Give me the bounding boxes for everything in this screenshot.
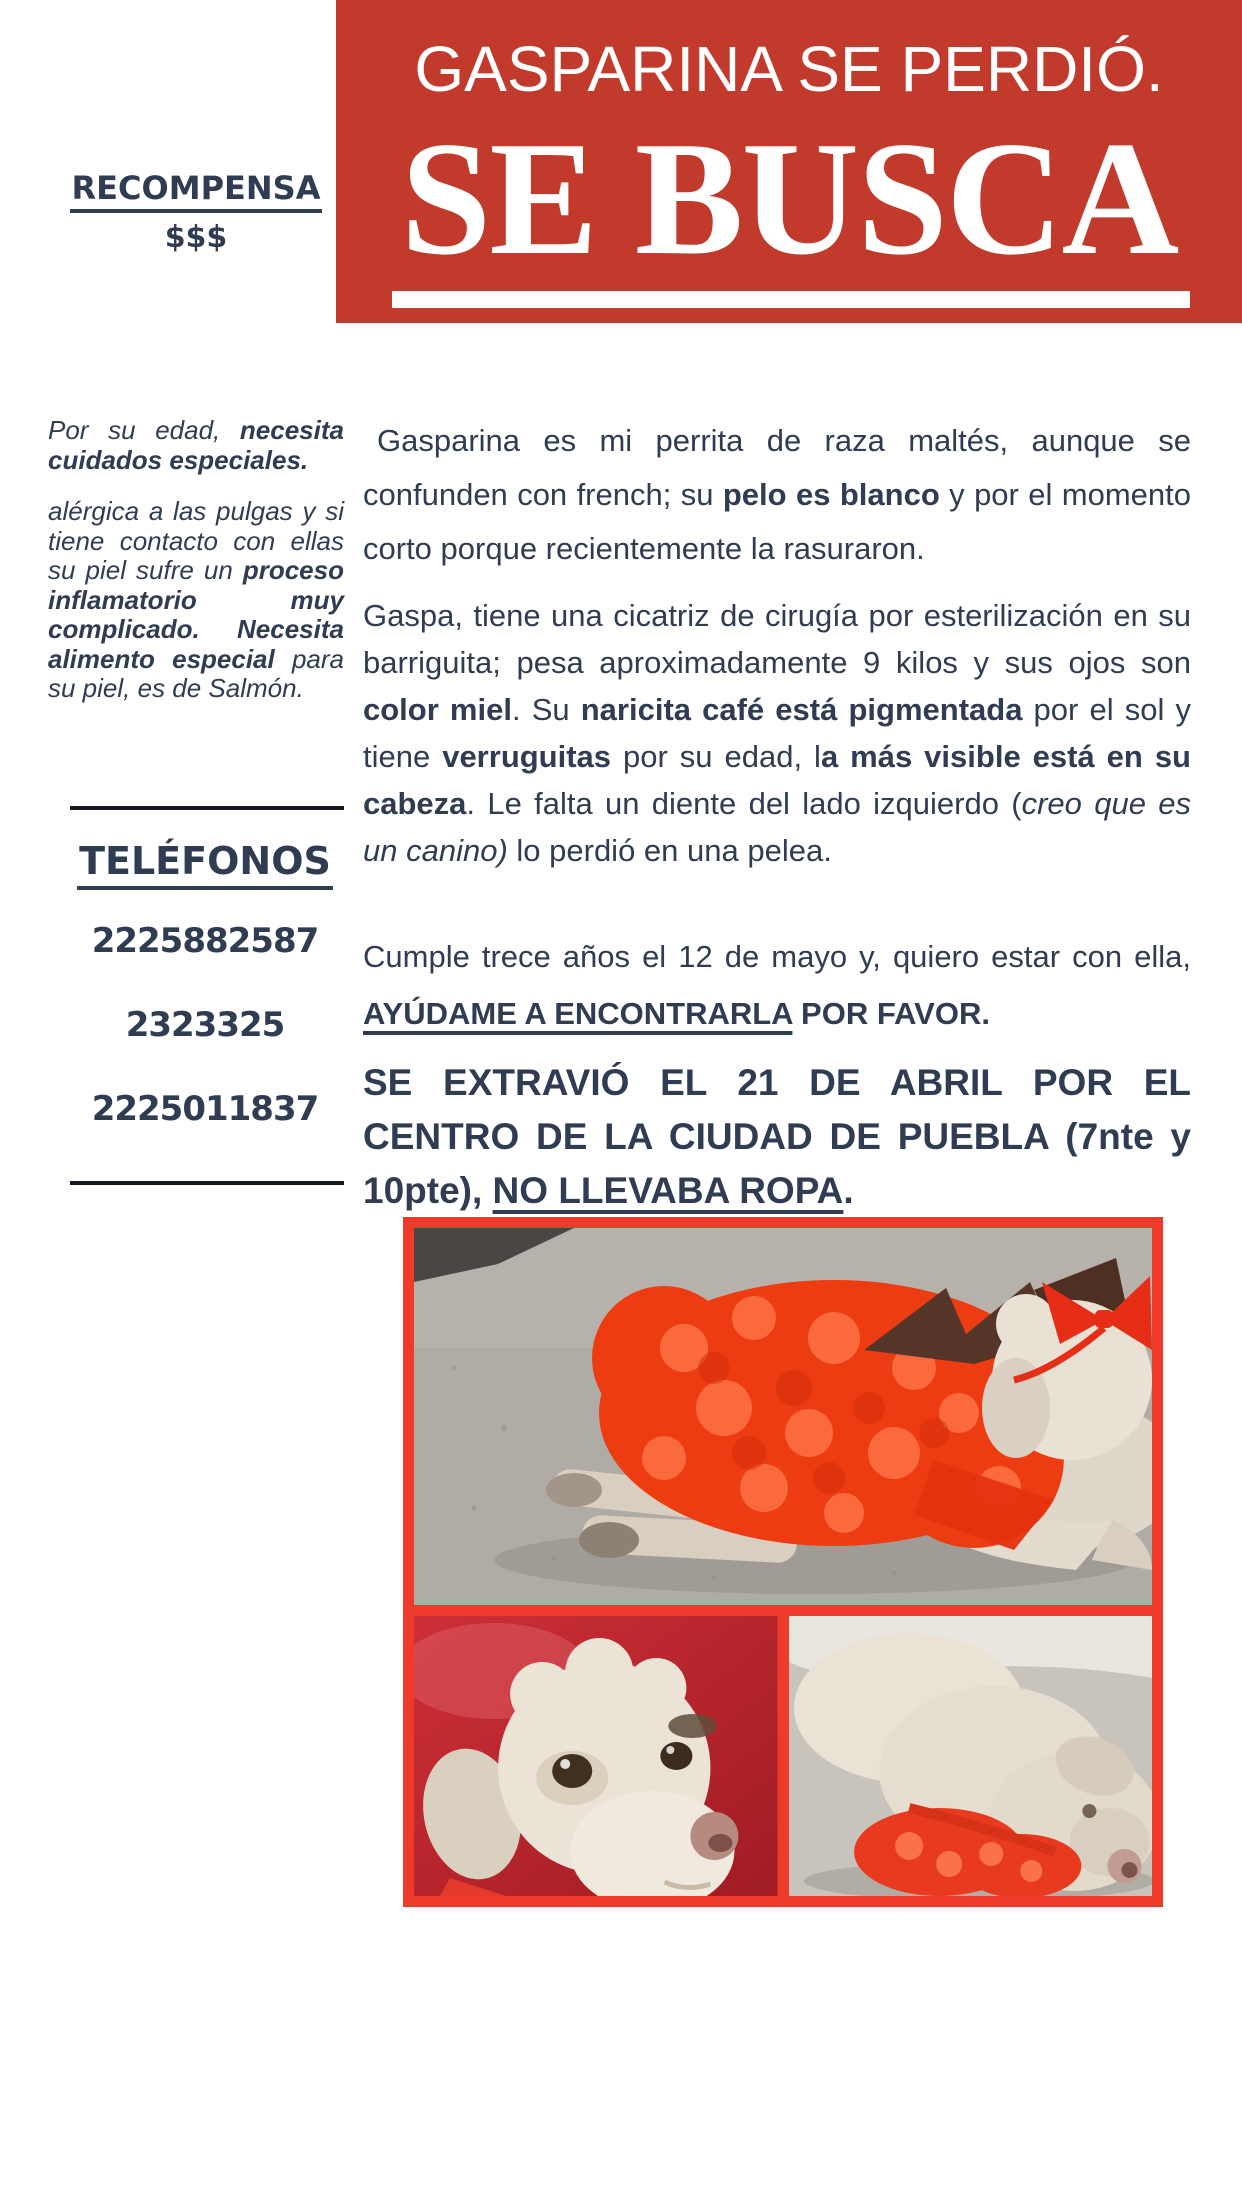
photo-collage [403, 1217, 1163, 1907]
text-segment: color miel [363, 692, 512, 727]
text-segment: por el sol y tiene [363, 692, 1191, 774]
dog-lying-illustration [414, 1228, 1152, 1605]
text-segment: Gaspa, tiene una cicatriz de cirugía por esterilización en su barriguita; pesa aproximadamente 9 kilos y sus ojos son [363, 598, 1191, 680]
sidebar-divider-bottom [70, 1181, 344, 1185]
sidebar-divider-top [70, 806, 344, 810]
text-segment: y por el momento corto porque recientemente la rasuraron. [363, 477, 1192, 566]
phone-number: 2323325 [125, 1005, 285, 1045]
text-segment: NO LLEVABA ROPA [492, 1170, 844, 1211]
banner [336, 0, 1242, 323]
text-segment: alérgica a las pulgas y si tiene contacto con ellas su piel sufre un [48, 496, 344, 585]
dog-red-outfit-illustration [789, 1616, 1153, 1896]
paragraph-details [363, 592, 1191, 874]
text-segment: SE EXTRAVIÓ EL 21 DE ABRIL POR EL CENTRO DE LA CIUDAD DE PUEBLA (7nte y 10pte), [363, 1062, 1191, 1211]
dog-face-illustration [414, 1616, 778, 1896]
dog-lying-orange-coat-photo [414, 1228, 1152, 1605]
text-segment: POR FAVOR. [801, 996, 990, 1031]
text-segment: naricita café está pigmentada [580, 692, 1023, 727]
paragraph-lost-location [363, 1056, 1191, 1218]
phone-list [55, 922, 355, 1128]
dog-red-outfit-photo [789, 1616, 1153, 1896]
text-segment: . Su [511, 692, 581, 727]
text-segment: creo que es un canino) [363, 786, 1191, 868]
text-segment: Por su edad, [48, 415, 240, 445]
text-segment: proceso inflamatorio muy complicado. Necesita alimento especial [48, 555, 344, 674]
text-segment: Gasparina es mi perrita de raza maltés, aunque se confunden con french; su [363, 423, 1191, 512]
paragraph-description [363, 414, 1191, 576]
allergy-note [48, 497, 344, 704]
banner-subtitle: GASPARINA SE PERDIÓ. [414, 33, 1164, 105]
paragraph-birthday-plea [363, 928, 1191, 1042]
reward-section [48, 170, 344, 255]
text-segment: por su edad, l [611, 739, 821, 774]
text-segment: pelo es blanco [722, 477, 940, 512]
dog-face-closeup-photo [414, 1616, 778, 1896]
phones-section [55, 840, 355, 1174]
phone-number: 2225882587 [91, 921, 319, 961]
phone-number: 2225011837 [91, 1089, 319, 1129]
text-segment: verruguitas [442, 739, 612, 774]
text-segment: a más visible está en su cabeza [363, 739, 1191, 821]
text-segment: necesita cuidados especiales. [48, 415, 344, 475]
banner-underline-bar [392, 291, 1190, 308]
text-segment: . [843, 1170, 854, 1211]
banner-title: SE BUSCA [400, 109, 1178, 289]
text-segment: lo perdió en una pelea. [507, 833, 832, 868]
text-segment: para su piel, es de Salmón. [48, 643, 344, 703]
care-note [48, 416, 344, 475]
reward-label: RECOMPENSA [70, 170, 323, 213]
text-segment: Cumple trece años el 12 de mayo y, quiero estar con ella, [363, 939, 1191, 974]
text-segment: . Le falta un diente del lado izquierdo ( [466, 786, 1022, 821]
reward-amount: $$$ [164, 220, 228, 255]
text-segment: AYÚDAME A ENCONTRARLA [363, 996, 793, 1031]
phones-heading: TELÉFONOS [77, 840, 333, 890]
text-segment [792, 996, 801, 1031]
